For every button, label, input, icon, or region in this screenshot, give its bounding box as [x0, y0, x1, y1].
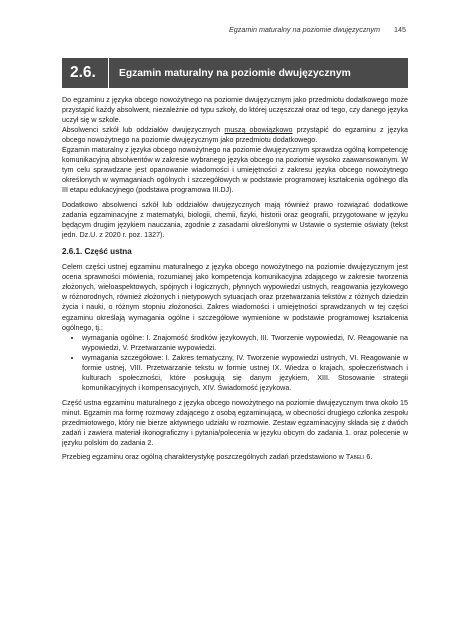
paragraph: [62, 452, 408, 462]
list-item: • wymagania ogólne: I. Znajomość środków językowych, III. Tworzenie wypowiedzi, IV. Reagowanie na wypowiedzi, V. Przetwarzanie wypowiedzi.: [82, 333, 408, 353]
paragraph-text: Przebieg egzaminu oraz ogólną charakterystykę poszczególnych zadań przedstawiono w: [62, 453, 346, 462]
requirements-list: [62, 333, 408, 393]
paragraph: Dodatkowo absolwenci szkół lub oddziałów dwujęzycznych mają również prawo rozwiązać dodatkowe zadania egzaminacyjne z matematyki, biologii, chemii, fizyki, historii oraz geografii, przygotowane w języku będącym drugim językiem nauczania, zgodnie z zasadami określonymi w Ustawie o systemie oświaty (tekst jedn. Dz.U. z 2020 r. poz. 1327).: [62, 201, 408, 240]
paragraph: Egzamin maturalny z języka obcego nowożytnego na poziomie dwujęzycznym sprawdza ogólną kompetencję komunikacyjną absolwentów w zakresie wybranego języka obcego na poziomie wysoko zaawansowanym. W tym celu sprawdzane jest opanowanie wiadomości i umiejętności z zakresu języka obcego nowożytnego określonych w wymaganiach ogólnych i szczegółowych w podstawie programowej kształcenia ogólnego dla III etapu edukacyjnego (podstawa programowa III.DJ).: [62, 146, 408, 195]
table-reference: Tabeli 6: [345, 453, 371, 462]
page-number: 145: [394, 25, 406, 34]
paragraph: [62, 125, 408, 145]
subsection-heading: 2.6.1. Część ustna: [62, 247, 132, 257]
section-number: 2.6.: [70, 64, 96, 81]
page-body: [62, 95, 408, 467]
paragraph-text: przystąpić do egzaminu z języka obcego nowożytnego na poziomie dwujęzycznym jako przedmiotu dodatkowego.: [62, 126, 408, 145]
paragraph: Celem części ustnej egzaminu maturalnego z języka obcego nowożytnego na poziomie dwujęzycznym jest ocena sprawności mówienia, rozumianej jako kompetencja komunikacyjna zdającego w zakresie tworzenia złożonych, wieloaspektowych, spójnych i logicznych, płynnych wypowiedzi ustnych, reagowania językowego w różnorodnych, również złożonych i nietypowych sytuacjach oraz przetwarzania tekstów z różnych dziedzin życia i nauki, o różnym stopniu złożoności. Zakres wiadomości i umiejętności sprawdzanych w tej części egzaminu określają wymagania ogólne i szczegółowe wymienione w podstawie programowej kształcenia ogólnego, tj.:: [62, 263, 408, 332]
underlined-emphasis: muszą obowiązkowo: [224, 126, 293, 135]
list-item: • wymagania szczegółowe: I. Zakres tematyczny, IV. Tworzenie wypowiedzi ustnych, VI. Reagowanie w formie ustnej, VIII. Przetwarzanie tekstu w formie ustnej IX. Wiedza o krajach, społeczeństwach i kulturach społeczności, które posługują się danym językiem, XIII. Stosowanie strategii komunikacyjnych i kompensacyjnych, XIV. Świadomość językowa.: [82, 353, 408, 393]
paragraph-text: Absolwenci szkół lub oddziałów dwujęzycznych: [62, 126, 225, 135]
running-header: [229, 25, 406, 34]
paragraph-text: .: [370, 453, 373, 462]
paragraph: Do egzaminu z języka obcego nowożytnego na poziomie dwujęzycznym jako przedmiotu dodatkowego może przystąpić każdy absolwent, niezależnie od typu szkoły, do której uczęszczał oraz od tego, czy danego języka uczył się w szkole.: [62, 96, 408, 125]
section-banner: [62, 58, 408, 88]
paragraph: Część ustna egzaminu maturalnego z języka obcego nowożytnego na poziomie dwujęzycznym trwa około 15 minut. Egzamin ma formę rozmowy zdającego z osobą egzaminującą, w obecności drugiego członka zespołu przedmiotowego, który nie bierze aktywnego udziału w rozmowie. Zestaw egzaminacyjny składa się z dwóch zadań i zawiera materiał ikonograficzny i pytania/polecenia w języku obcym do zadania 1. oraz polecenie w języku polskim do zadania 2.: [62, 398, 408, 447]
section-title: Egzamin maturalny na poziomie dwujęzycznym: [119, 67, 351, 79]
running-title: Egzamin maturalny na poziomie dwujęzycznym: [228, 25, 380, 34]
